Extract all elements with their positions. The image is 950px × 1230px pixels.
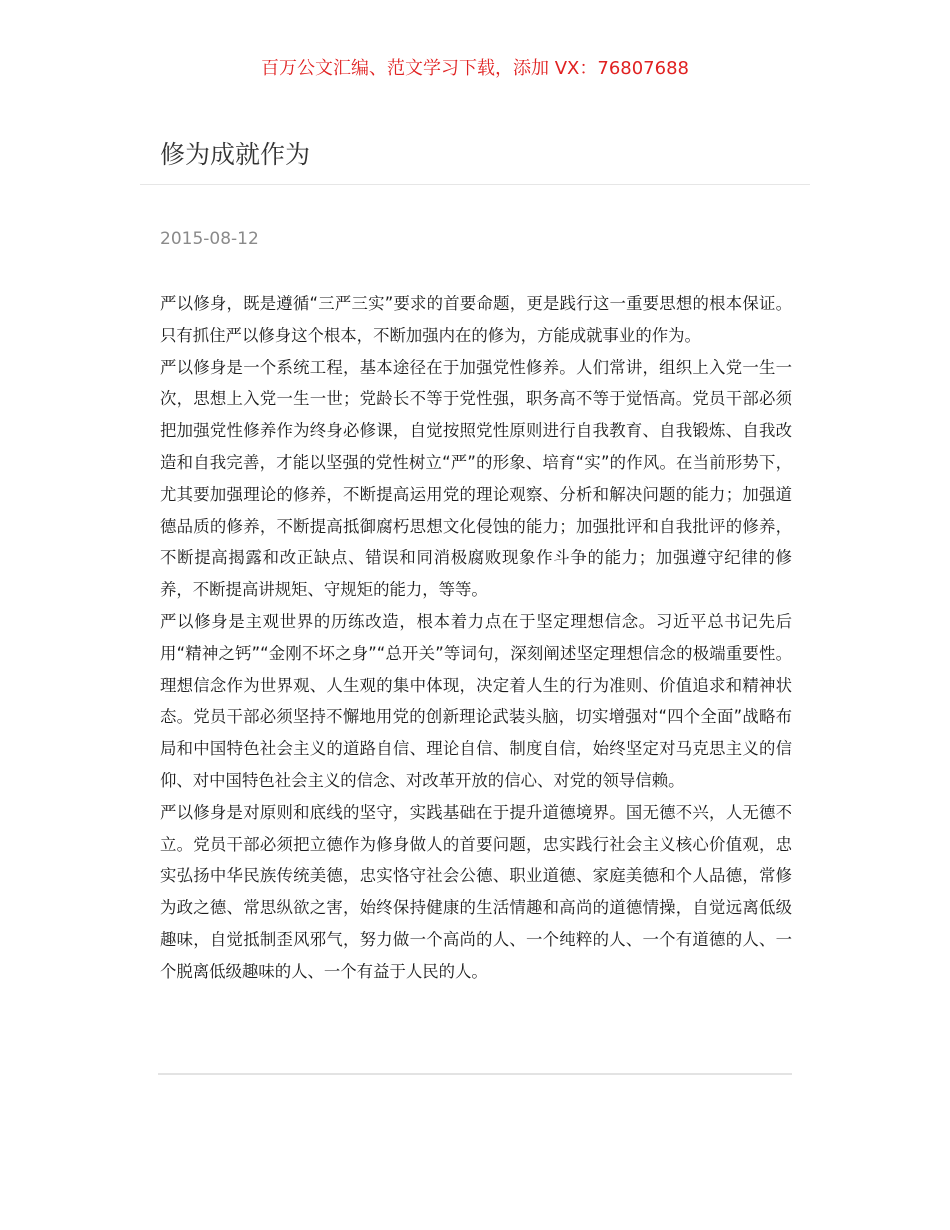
- publish-date: 2015-08-12: [160, 229, 259, 249]
- article-title: 修为成就作为: [160, 140, 311, 169]
- footer-divider: [158, 1073, 792, 1075]
- promo-banner: 百万公文汇编、范文学习下载，添加 VX：76807688: [261, 58, 689, 79]
- paragraph-morality: 严以修身是对原则和底线的坚守，实践基础在于提升道德境界。国无德不兴，人无德不立。党员干部必须把立德作为修身做人的首要问题，忠实践行社会主义核心价值观，忠实弘扬中华民族传统美德，忠实恪守社会公德、职业道德、家庭美德和个人品德，常修为政之德、常思纵欲之害，始终保持健康的生活情趣和高尚的道德情操，自觉远离低级趣味，自觉抵制歪风邪气，努力做一个高尚的人、一个纯粹的人、一个有道德的人、一个脱离低级趣味的人、一个有益于人民的人。: [160, 802, 792, 981]
- title-divider: [140, 184, 810, 185]
- paragraph-ideals: 严以修身是主观世界的历练改造，根本着力点在于坚定理想信念。习近平总书记先后用“精神之钙”“金刚不坏之身”“总开关”等词句，深刻阐述坚定理想信念的极端重要性。理想信念作为世界观、人生观的集中体现，决定着人生的行为准则、价值追求和精神状态。党员干部必须坚持不懈地用党的创新理论武装头脑，切实增强对“四个全面”战略布局和中国特色社会主义的道路自信、理论自信、制度自信，始终坚定对马克思主义的信仰、对中国特色社会主义的信念、对改革开放的信心、对党的领导信赖。: [160, 611, 792, 790]
- paragraph-party-spirit: 严以修身是一个系统工程，基本途径在于加强党性修养。人们常讲，组织上入党一生一次，思想上入党一生一世；党龄长不等于党性强，职务高不等于觉悟高。党员干部必须把加强党性修养作为终身必修课，自觉按照党性原则进行自我教育、自我锻炼、自我改造和自我完善，才能以坚强的党性树立“严”的形象、培育“实”的作风。在当前形势下，尤其要加强理论的修养，不断提高运用党的理论观察、分析和解决问题的能力；加强道德品质的修养，不断提高抵御腐朽思想文化侵蚀的能力；加强批评和自我批评的修养，不断提高揭露和改正缺点、错误和同消极腐败现象作斗争的能力；加强遵守纪律的修养，不断提高讲规矩、守规矩的能力，等等。: [160, 357, 792, 600]
- paragraph-intro: 严以修身，既是遵循“三严三实”要求的首要命题，更是践行这一重要思想的根本保证。只有抓住严以修身这个根本，不断加强内在的修为，方能成就事业的作为。: [160, 294, 792, 345]
- article-body: [160, 288, 792, 988]
